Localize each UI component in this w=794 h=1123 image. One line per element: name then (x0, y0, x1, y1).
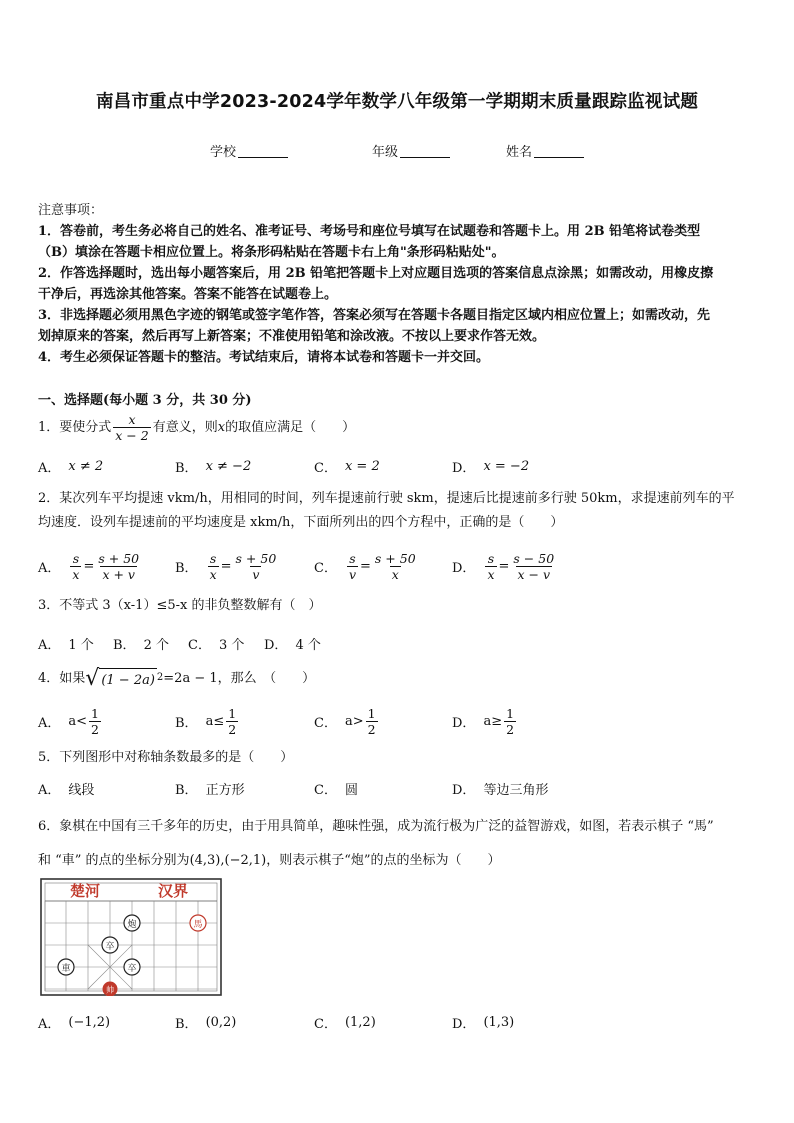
svg-text:卒: 卒 (105, 942, 115, 952)
q2-line-2: 均速度．设列车提速前的平均速度是 xkm/h，下面所列出的四个方程中，正确的是（ ） (38, 515, 564, 530)
grade-label: 年级 (372, 145, 399, 160)
q6-coordinates: (4,3),(−2,1) (189, 853, 267, 868)
q4-option-b[interactable] (175, 704, 240, 738)
q3-option-c[interactable] (188, 628, 244, 658)
question-5: 5．下列图形中对称轴条数最多的是（ ） (38, 750, 294, 765)
option-text: (1,2) (344, 1014, 376, 1030)
question-6 (38, 810, 758, 878)
option-relation: a> (344, 713, 364, 729)
school-blank (238, 145, 288, 158)
piece-zu-1 (102, 937, 118, 953)
option-letter: B． (175, 460, 198, 476)
option-right-fraction (234, 551, 279, 582)
option-text: 等边三角形 (483, 782, 549, 798)
svg-text:卒: 卒 (127, 964, 137, 974)
q6-line-2-prefix: 和 “車” 的点的坐标分别为 (38, 853, 190, 868)
frac-num: 1 (367, 705, 376, 721)
option-letter: A． (38, 560, 61, 576)
frac-den: x (209, 566, 217, 582)
option-left-fraction (485, 551, 496, 582)
notice-line: 3．非选择题必须用黑色字迹的钢笔或签字笔作答，答案必须写在答题卡各题目指定区域内相应位置上；如需改动，先 (38, 308, 711, 323)
option-right-fraction (511, 551, 556, 582)
option-left-fraction (347, 551, 358, 582)
q3-option-b[interactable] (113, 628, 169, 658)
frac-num: s (72, 550, 80, 566)
equals-sign: = (220, 558, 232, 574)
question-3: 3．不等式 3（x-1）≤5-x 的非负整数解有（ ） (38, 598, 322, 613)
question-2 (38, 487, 758, 535)
frac-num: s (209, 550, 217, 566)
q3-option-d[interactable] (264, 628, 321, 658)
frac-num: 1 (506, 705, 515, 721)
q1-option-c[interactable] (314, 451, 380, 481)
q3-options (38, 628, 758, 658)
q4-option-a[interactable] (38, 704, 103, 738)
q4-option-c[interactable] (314, 704, 380, 738)
q5-option-d[interactable] (452, 773, 548, 803)
q1-frac-den: x − 2 (115, 428, 149, 443)
option-letter: C． (314, 560, 337, 576)
option-left-fraction (70, 551, 81, 582)
q6-option-b[interactable] (175, 1007, 236, 1037)
q4-radicand: (1 − 2a) (99, 668, 157, 691)
option-left-fraction (208, 551, 219, 582)
exam-title: 南昌市重点中学2023-2024学年数学八年级第一学期期末质量跟踪监视试题 (95, 92, 699, 112)
notice-line: （B）填涂在答题卡相应位置上。将条形码粘贴在答题卡右上角"条形码粘贴处"。 (38, 245, 505, 260)
frac-den: x (487, 566, 495, 582)
frac-num: 1 (91, 705, 99, 721)
option-relation: a< (68, 713, 88, 729)
option-letter: B． (175, 715, 198, 731)
piece-shuai (103, 982, 117, 996)
q1-frac-num: x (128, 412, 136, 427)
q5-option-b[interactable] (175, 773, 245, 803)
notice-line: 干净后，再选涂其他答案。答案不能答在试题卷上。 (38, 287, 338, 302)
option-letter: D． (452, 560, 476, 576)
frac-den: x − v (517, 566, 551, 582)
option-letter: A． (38, 782, 61, 798)
frac-den: x + v (102, 566, 135, 582)
q2-line-1: 2．某次列车平均提速 vkm/h，用相同的时间，列车提速前行驶 skm，提速后比提速前多行驶 50km，求提速前列车的平 (38, 491, 735, 506)
q2-option-d[interactable] (452, 549, 558, 583)
q6-option-a[interactable] (38, 1007, 110, 1037)
option-fraction (226, 706, 238, 737)
frac-num: s + 50 (374, 550, 416, 566)
q2-option-a[interactable] (38, 549, 143, 583)
q3-option-a[interactable] (38, 628, 94, 658)
sqrt-sign-icon: √ (85, 666, 100, 691)
name-label: 姓名 (506, 145, 533, 160)
school-field (210, 141, 288, 160)
chess-board-figure (40, 878, 222, 996)
option-letter: B． (175, 1016, 198, 1032)
option-relation: a≥ (483, 713, 503, 729)
q1-option-a[interactable] (38, 451, 103, 481)
option-text: 2 个 (143, 637, 169, 653)
q5-option-c[interactable] (314, 773, 358, 803)
option-letter: D． (452, 1016, 476, 1032)
q6-line-2-suffix: ，则表示棋子“炮”的点的坐标为（ ） (266, 853, 501, 868)
frac-den: v (252, 566, 260, 582)
q1-suffix: 的取值应满足（ ） (225, 419, 356, 435)
option-letter: A． (38, 715, 61, 731)
grade-field (372, 141, 450, 160)
option-text: 正方形 (205, 782, 245, 798)
option-text: (0,2) (205, 1014, 237, 1030)
option-letter: D． (264, 637, 288, 653)
frac-num: s + 50 (235, 550, 277, 566)
q2-option-c[interactable] (314, 549, 420, 583)
q2-options (38, 549, 758, 583)
section-heading: 一、选择题(每小题 3 分，共 30 分) (38, 393, 252, 408)
name-blank (534, 145, 584, 158)
option-fraction (366, 706, 378, 737)
frac-num: s (349, 550, 356, 566)
q1-fraction (113, 412, 150, 443)
q1-var: x (217, 419, 226, 435)
option-relation: a≤ (205, 713, 225, 729)
river-label-left: 楚河 (70, 882, 101, 900)
q4-prefix: 4．如果 (38, 671, 86, 686)
option-letter: B． (113, 637, 136, 653)
q4-suffix: =2a − 1，那么 （ ） (163, 671, 316, 686)
q1-option-b[interactable] (175, 451, 251, 481)
q4-option-d[interactable] (452, 704, 518, 738)
piece-ma (190, 915, 206, 931)
frac-den: 2 (228, 721, 237, 737)
option-letter: C． (314, 715, 337, 731)
option-fraction (504, 706, 516, 737)
q5-options (38, 773, 758, 803)
q2-option-b[interactable] (175, 549, 280, 583)
option-letter: B． (175, 782, 198, 798)
option-letter: A． (38, 460, 61, 476)
q1-prefix: 1．要使分式 (38, 419, 112, 435)
question-4 (38, 664, 758, 694)
frac-num: 1 (228, 705, 237, 721)
option-text: x ≠ −2 (205, 458, 252, 474)
q4-sqrt (85, 668, 163, 691)
notice-heading: 注意事项： (38, 203, 104, 218)
q1-options (38, 451, 758, 481)
option-letter: D． (452, 782, 476, 798)
question-1 (38, 412, 758, 443)
svg-text:車: 車 (61, 964, 71, 974)
option-text: 1 个 (68, 637, 94, 653)
piece-zu-2 (124, 959, 140, 975)
piece-pao (124, 915, 140, 931)
option-text: 3 个 (218, 637, 245, 653)
option-fraction (89, 706, 101, 737)
frac-den: 2 (506, 721, 515, 737)
equals-sign: = (83, 558, 95, 574)
option-letter: C． (314, 782, 337, 798)
notice-line: 1．答卷前，考生务必将自己的姓名、准考证号、考场号和座位号填写在试题卷和答题卡上。用 2B 铅笔将试卷类型 (38, 224, 701, 239)
q6-option-d[interactable] (452, 1007, 514, 1037)
equals-sign: = (498, 558, 510, 574)
option-text: x ≠ 2 (68, 458, 104, 474)
piece-ju (58, 959, 74, 975)
frac-num: s + 50 (98, 550, 140, 566)
option-text: 4 个 (295, 637, 321, 653)
svg-text:炮: 炮 (127, 920, 137, 930)
option-text: (1,3) (483, 1014, 515, 1030)
option-letter: B． (175, 560, 198, 576)
option-right-fraction (373, 551, 418, 582)
option-letter: C． (314, 1016, 337, 1032)
q1-mid: 有意义，则 (152, 419, 218, 435)
option-text: x = 2 (344, 458, 380, 474)
option-letter: D． (452, 715, 476, 731)
frac-den: x (72, 566, 80, 582)
frac-den: 2 (91, 721, 99, 737)
option-letter: C． (188, 637, 211, 653)
option-text: x = −2 (483, 458, 530, 474)
notice-line: 2．作答选择题时，选出每小题答案后，用 2B 铅笔把答题卡上对应题目选项的答案信息点涂黑；如需改动，用橡皮擦 (38, 266, 714, 281)
q4-exponent: 2 (156, 671, 164, 683)
equals-sign: = (360, 558, 371, 574)
q6-options (38, 1007, 758, 1037)
notice-line: 划掉原来的答案，然后再写上新答案；不准使用铅笔和涂改液。不按以上要求作答无效。 (38, 329, 546, 344)
q4-options (38, 704, 758, 738)
frac-den: 2 (367, 721, 376, 737)
option-letter: A． (38, 637, 61, 653)
svg-text:帅: 帅 (106, 985, 114, 995)
q5-option-a[interactable] (38, 773, 94, 803)
q1-option-d[interactable] (452, 451, 529, 481)
school-label: 学校 (210, 145, 237, 160)
option-text: 圆 (344, 782, 358, 798)
svg-text:馬: 馬 (193, 920, 203, 930)
frac-num: s (487, 550, 495, 566)
option-text: (−1,2) (68, 1014, 111, 1030)
river-label-right: 汉界 (158, 882, 189, 900)
option-text: 线段 (68, 782, 95, 798)
q6-line-1: 6．象棋在中国有三千多年的历史，由于用具简单，趣味性强，成为流行极为广泛的益智游戏，如图，若表示棋子 “馬” (38, 819, 714, 834)
option-letter: C． (314, 460, 337, 476)
frac-den: x (391, 566, 399, 582)
option-right-fraction (96, 551, 141, 582)
option-letter: A． (38, 1016, 61, 1032)
name-field (506, 141, 584, 160)
frac-den: v (348, 566, 357, 582)
grade-blank (400, 145, 450, 158)
frac-num: s − 50 (513, 550, 555, 566)
board-border (41, 879, 221, 995)
notice-block (38, 200, 760, 368)
q6-line-2 (38, 844, 758, 878)
option-letter: D． (452, 460, 476, 476)
q6-option-c[interactable] (314, 1007, 376, 1037)
notice-line: 4．考生必须保证答题卡的整洁。考试结束后，请将本试卷和答题卡一并交回。 (38, 350, 490, 365)
